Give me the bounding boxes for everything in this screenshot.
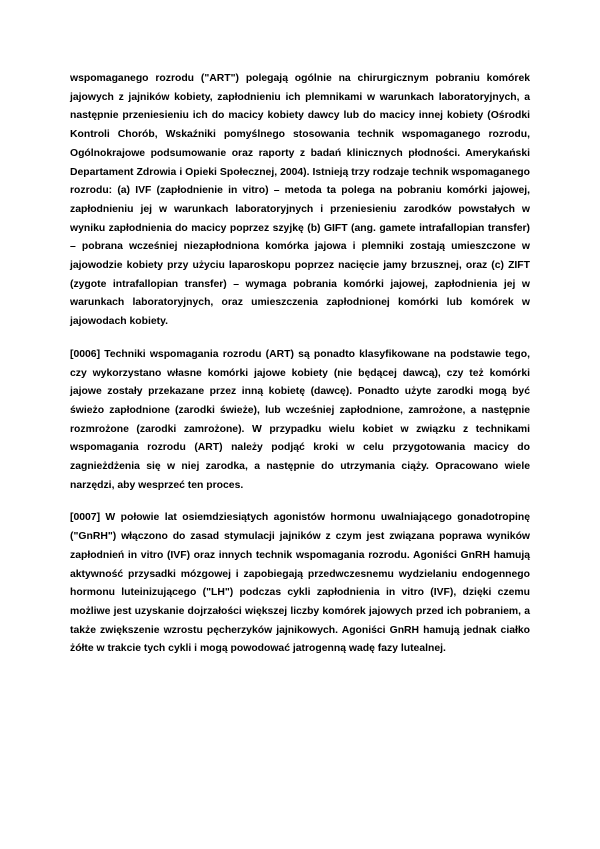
paragraph-art-methods: wspomaganego rozrodu ("ART") polegają ogólnie na chirurgicznym pobraniu komórek jajowych z jajników kobiety, zapłodnieniu ich plemnikami w warunkach laboratoryjnych, a następnie przeniesieniu ich do macicy kobiety dawcy lub do macicy innej kobiety (Ośrodki Kontroli Chorób, Wskaźniki pomyślnego stosowania technik wspomaganego rozrodu, Ogólnokrajowe podsumowanie oraz raporty z badań klinicznych płodności. Amerykański Departament Zdrowia i Opieki Społecznej, 2004). Istnieją trzy rodzaje technik wspomaganego rozrodu: (a) IVF (zapłodnienie in vitro) – metoda ta polega na pobraniu komórki jajowej, zapłodnieniu jej w warunkach laboratoryjnych i przeniesieniu zarodków powstałych w wyniku zapłodnienia do macicy poprzez szyjkę (b) GIFT (ang. gamete intrafallopian transfer) – pobrana wcześniej niezapłodniona komórka jajowa i plemniki zostają umieszczone w jajowodzie kobiety przy użyciu laparoskopu poprzez nacięcie jamy brzusznej, oraz (c) ZIFT (zygote intrafallopian transfer) – wymaga pobrania komórki jajowej, zapłodnienia jej w warunkach laboratoryjnych, oraz umieszczenia zapłodnionej komórki lub komórek w jajowodach kobiety. <box>70 73 530 328</box>
paragraph-0007: [0007] W połowie lat osiemdziesiątych agonistów hormonu uwalniającego gonadotropinę ("GnRH") włączono do zasad stymulacji jajników z czym jest związana poprawa wyników zapłodnień in vitro (IVF) oraz innych technik wspomagania rozrodu. Agoniści GnRH hamują aktywność przysadki mózgowej i zapobiegają przedwczesnemu wydzielaniu endogennego hormonu luteinizującego ("LH") podczas cykli zapłodnienia in vitro (IVF), dzięki czemu możliwe jest uzyskanie dojrzałości większej liczby komórek jajowych przed ich pobraniem, a także zwiększenie wzrostu pęcherzyków jajnikowych. Agoniści GnRH hamują jednak ciałko żółte w trakcie tych cykli i mogą powodować jatrogenną wadę fazy lutealnej. <box>70 512 530 655</box>
paragraph-0006: [0006] Techniki wspomagania rozrodu (ART) są ponadto klasyfikowane na podstawie tego, czy wykorzystano własne komórki jajowe kobiety (nie będącej dawcą), czy też komórki jajowe zostały przekazane przez inną kobietę (dawcę). Ponadto użyte zarodki mogą być świeżo zapłodnione (zarodki świeże), lub wcześniej zapłodnione, zamrożone, a następnie rozmrożone (zarodki zamrożone). W przypadku wielu kobiet w związku z technikami wspomagania rozrodu (ART) należy podjąć kroki w celu przygotowania macicy do zagnieżdżenia się w niej zarodka, a następnie do utrzymania ciąży. Opracowano wiele narzędzi, aby wesprzeć ten proces. <box>70 348 530 491</box>
